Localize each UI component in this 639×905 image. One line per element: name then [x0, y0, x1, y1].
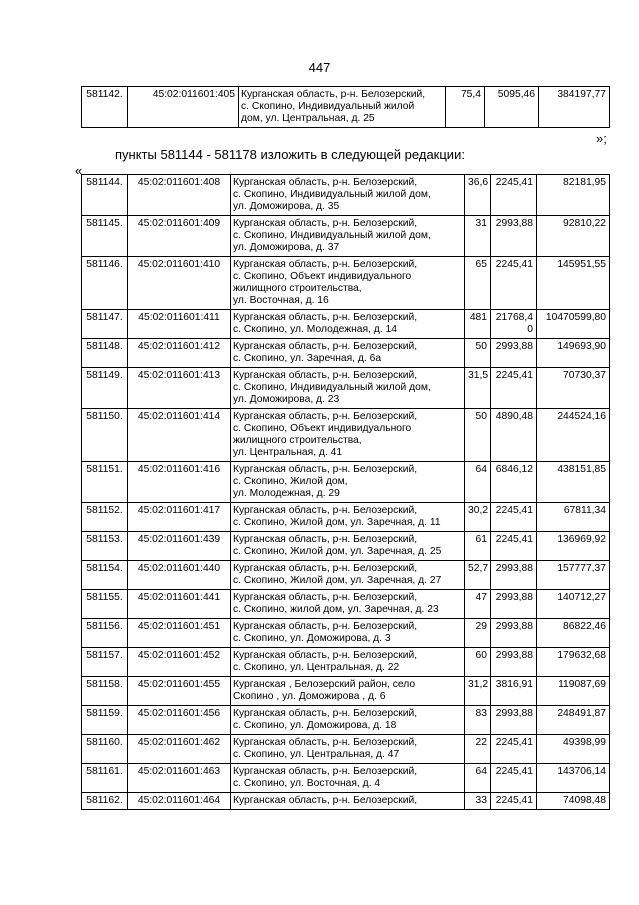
address-line: ул. Центральная, д. 41 — [233, 447, 343, 458]
table-row — [82, 368, 610, 409]
table-row — [82, 216, 610, 257]
address-line: Скопино , ул. Доможирова , д. 6 — [233, 691, 386, 702]
area: 29 — [465, 619, 491, 648]
address-line: Курганская область, р-н. Белозерский, — [233, 766, 418, 777]
address-line: с. Скопино, ул. Заречная, д. 6а — [233, 353, 382, 364]
address-line: с. Скопино, Жилой дом, ул. Заречная, д. 25 — [233, 546, 442, 557]
address-line: с. Скопино, Индивидуальный жилой дом, — [233, 382, 431, 393]
row-number: 581157. — [82, 648, 128, 677]
value: 179632,68 — [537, 648, 610, 677]
value: 157777,37 — [537, 561, 610, 590]
rate: 3816,91 — [491, 677, 537, 706]
address — [231, 462, 465, 503]
row-number: 581151. — [82, 462, 128, 503]
rate: 2993,88 — [491, 590, 537, 619]
address-line: Курганская область, р-н. Белозерский, — [233, 341, 418, 352]
table-row — [82, 561, 610, 590]
address-line: ул. Восточная, д. 16 — [233, 295, 329, 306]
table-row — [82, 87, 610, 128]
area: 47 — [465, 590, 491, 619]
address — [231, 532, 465, 561]
page-number: 447 — [308, 60, 331, 75]
cadastral-number: 45:02:011601:412 — [128, 339, 231, 368]
value: 149693,90 — [537, 339, 610, 368]
table-row — [82, 735, 610, 764]
cadastral-number: 45:02:011601:413 — [128, 368, 231, 409]
row-number: 581161. — [82, 764, 128, 793]
area: 50 — [465, 339, 491, 368]
address — [239, 87, 446, 128]
value: 248491,87 — [537, 706, 610, 735]
cadastral-number: 45:02:011601:414 — [128, 409, 231, 462]
value: 82181,95 — [537, 175, 610, 216]
previous-table-fragment — [81, 86, 610, 128]
row-number: 581149. — [82, 368, 128, 409]
table-row — [82, 462, 610, 503]
address-line: Курганская , Белозерский район, село — [233, 679, 416, 690]
rate: 2245,41 — [491, 503, 537, 532]
table-row — [82, 793, 610, 810]
address-line: Курганская область, р-н. Белозерский, — [233, 708, 418, 719]
value: 86822,46 — [537, 619, 610, 648]
value: 384197,77 — [539, 87, 610, 128]
address-line: с. Скопино, Объект индивидуального — [233, 423, 412, 434]
rate: 2245,41 — [491, 257, 537, 310]
cadastral-number: 45:02:011601:410 — [128, 257, 231, 310]
row-number: 581146. — [82, 257, 128, 310]
address-line: ул. Доможирова, д. 23 — [233, 394, 340, 405]
row-number: 581155. — [82, 590, 128, 619]
rate: 2993,88 — [491, 619, 537, 648]
address — [231, 793, 465, 810]
cadastral-number: 45:02:011601:439 — [128, 532, 231, 561]
rate: 2245,41 — [491, 532, 537, 561]
cadastral-number: 45:02:011601:451 — [128, 619, 231, 648]
address — [231, 368, 465, 409]
rate: 2993,88 — [491, 216, 537, 257]
value: 10470599,80 — [537, 310, 610, 339]
table-row — [82, 532, 610, 561]
value: 49398,99 — [537, 735, 610, 764]
rate: 5095,46 — [485, 87, 539, 128]
rate: 6846,12 — [491, 462, 537, 503]
table-row — [82, 590, 610, 619]
value: 438151,85 — [537, 462, 610, 503]
address-line: жилищного строительства, — [233, 435, 362, 446]
address — [231, 310, 465, 339]
cadastral-number: 45:02:011601:416 — [128, 462, 231, 503]
row-number: 581150. — [82, 409, 128, 462]
area: 33 — [465, 793, 491, 810]
table-row — [82, 706, 610, 735]
address-line: жилищного строительства, — [233, 283, 362, 294]
instruction-text: пункты 581144 - 581178 изложить в следующей редакции: — [115, 147, 465, 162]
cadastral-number: 45:02:011601:464 — [128, 793, 231, 810]
table-row — [82, 619, 610, 648]
row-number: 581145. — [82, 216, 128, 257]
address-line: с. Скопино, Жилой дом, ул. Заречная, д. 11 — [233, 517, 441, 528]
value: 74098,48 — [537, 793, 610, 810]
rate: 4890,48 — [491, 409, 537, 462]
row-number: 581142. — [82, 87, 128, 128]
address-line: Курганская область, р-н. Белозерский, — [233, 534, 418, 545]
cadastral-number: 45:02:011601:441 — [128, 590, 231, 619]
row-number: 581159. — [82, 706, 128, 735]
address-line: с. Скопино, ул. Центральная, д. 47 — [233, 749, 400, 760]
cadastral-number: 45:02:011601:411 — [128, 310, 231, 339]
area: 30,2 — [465, 503, 491, 532]
rate: 2993,88 — [491, 339, 537, 368]
address-line: с. Скопино, ул. Центральная, д. 22 — [233, 662, 400, 673]
address-line: Курганская область, р-н. Белозерский, — [233, 218, 418, 229]
area: 61 — [465, 532, 491, 561]
value: 119087,69 — [537, 677, 610, 706]
value: 67811,34 — [537, 503, 610, 532]
address-line: Курганская область, р-н. Белозерский, — [233, 737, 418, 748]
rate: 21768,40 — [491, 310, 537, 339]
cadastral-number: 45:02:011601:456 — [128, 706, 231, 735]
address-line: Курганская область, р-н. Белозерский, — [233, 592, 418, 603]
address-line: Курганская область, р-н. Белозерский, — [233, 650, 418, 661]
address — [231, 590, 465, 619]
rate: 2245,41 — [491, 793, 537, 810]
cadastral-number: 45:02:011601:417 — [128, 503, 231, 532]
address-line: Курганская область, р-н. Белозерский, — [233, 464, 418, 475]
area: 36,6 — [465, 175, 491, 216]
rate: 2993,88 — [491, 561, 537, 590]
address-line: с. Скопино, Объект индивидуального — [233, 271, 412, 282]
address — [231, 257, 465, 310]
address-line: дом, ул. Центральная, д. 25 — [241, 113, 375, 124]
area: 22 — [465, 735, 491, 764]
table-row — [82, 409, 610, 462]
address — [231, 735, 465, 764]
area: 50 — [465, 409, 491, 462]
address — [231, 648, 465, 677]
table-row — [82, 339, 610, 368]
address — [231, 764, 465, 793]
address — [231, 561, 465, 590]
cadastral-number: 45:02:011601:463 — [128, 764, 231, 793]
rate: 2245,41 — [491, 175, 537, 216]
address — [231, 339, 465, 368]
cadastral-number: 45:02:011601:440 — [128, 561, 231, 590]
table-row — [82, 648, 610, 677]
area: 31,2 — [465, 677, 491, 706]
value: 70730,37 — [537, 368, 610, 409]
table-row — [82, 764, 610, 793]
address — [231, 216, 465, 257]
address — [231, 706, 465, 735]
address-line: с. Скопино, ул. Молодежная, д. 14 — [233, 324, 397, 335]
row-number: 581162. — [82, 793, 128, 810]
row-number: 581147. — [82, 310, 128, 339]
value: 143706,14 — [537, 764, 610, 793]
table-row — [82, 257, 610, 310]
address-line: Курганская область, р-н. Белозерский, — [233, 177, 418, 188]
opening-quote: « — [75, 163, 83, 178]
row-number: 581144. — [82, 175, 128, 216]
address — [231, 175, 465, 216]
address-line: Курганская область, р-н. Белозерский, — [233, 505, 418, 516]
area: 481 — [465, 310, 491, 339]
address-line: с. Скопино, Индивидуальный жилой дом, — [233, 189, 431, 200]
address-line: Курганская область, р-н. Белозерский, — [233, 411, 418, 422]
cadastral-number: 45:02:011601:452 — [128, 648, 231, 677]
rate: 2993,88 — [491, 648, 537, 677]
address — [231, 619, 465, 648]
address-line: ул. Доможирова, д. 37 — [233, 242, 340, 253]
area: 65 — [465, 257, 491, 310]
table-row — [82, 677, 610, 706]
address-line: ул. Доможирова, д. 35 — [233, 201, 340, 212]
address — [231, 503, 465, 532]
rate: 2245,41 — [491, 368, 537, 409]
address-line: с. Скопино, жилой дом, ул. Заречная, д. 23 — [233, 604, 439, 615]
cadastral-number: 45:02:011601:405 — [128, 87, 239, 128]
address-line: Курганская область, р-н. Белозерский, — [233, 370, 418, 381]
row-number: 581156. — [82, 619, 128, 648]
address-line: Курганская область, р-н. Белозерский, — [233, 621, 418, 632]
area: 64 — [465, 462, 491, 503]
address-line: с. Скопино, Жилой дом, — [233, 476, 348, 487]
row-number: 581148. — [82, 339, 128, 368]
rate: 2993,88 — [491, 706, 537, 735]
value: 140712,27 — [537, 590, 610, 619]
row-number: 581152. — [82, 503, 128, 532]
table-row — [82, 503, 610, 532]
address — [231, 409, 465, 462]
value: 145951,55 — [537, 257, 610, 310]
address-line: с. Скопино, Индивидуальный жилой — [241, 101, 415, 112]
cadastral-number: 45:02:011601:408 — [128, 175, 231, 216]
value: 136969,92 — [537, 532, 610, 561]
area: 83 — [465, 706, 491, 735]
address-line: Курганская область, р-н. Белозерский, — [233, 563, 418, 574]
rate: 2245,41 — [491, 735, 537, 764]
rate: 2245,41 — [491, 764, 537, 793]
cadastral-number: 45:02:011601:462 — [128, 735, 231, 764]
address-line: с. Скопино, ул. Доможирова, д. 18 — [233, 720, 397, 731]
value: 244524,16 — [537, 409, 610, 462]
address-line: с. Скопино, Жилой дом, ул. Заречная, д. 27 — [233, 575, 442, 586]
address-line: с. Скопино, ул. Доможирова, д. 3 — [233, 633, 391, 644]
row-number: 581154. — [82, 561, 128, 590]
cadastral-table — [81, 174, 610, 810]
address-line: Курганская область, р-н. Белозерский, — [233, 259, 418, 270]
closing-quote: »; — [596, 131, 607, 146]
address-line: с. Скопино, ул. Восточная, д. 4 — [233, 778, 381, 789]
address-line: Курганская область, р-н. Белозерский, — [233, 312, 418, 323]
cadastral-number: 45:02:011601:409 — [128, 216, 231, 257]
table-row — [82, 175, 610, 216]
address-line: Курганская область, р-н. Белозерский, — [241, 89, 426, 100]
row-number: 581158. — [82, 677, 128, 706]
address — [231, 677, 465, 706]
area: 52,7 — [465, 561, 491, 590]
table-row — [82, 310, 610, 339]
area: 31 — [465, 216, 491, 257]
value: 92810,22 — [537, 216, 610, 257]
address-line: ул. Молодежная, д. 29 — [233, 488, 340, 499]
row-number: 581153. — [82, 532, 128, 561]
area: 31,5 — [465, 368, 491, 409]
address-line: с. Скопино, Индивидуальный жилой дом, — [233, 230, 431, 241]
area: 75,4 — [446, 87, 485, 128]
area: 64 — [465, 764, 491, 793]
row-number: 581160. — [82, 735, 128, 764]
cadastral-number: 45:02:011601:455 — [128, 677, 231, 706]
address-line: Курганская область, р-н. Белозерский, — [233, 795, 418, 806]
area: 60 — [465, 648, 491, 677]
